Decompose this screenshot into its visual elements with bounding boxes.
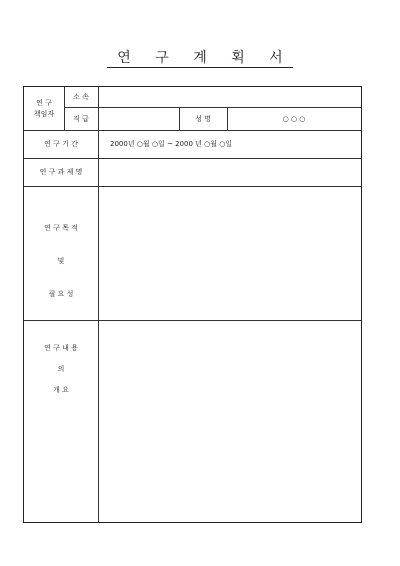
name-field[interactable]: ○ ○ ○ (282, 115, 306, 123)
purpose-label-line3: 필 요 성 (48, 290, 74, 298)
project-title-label: 연 구 과 제 명 (39, 168, 83, 176)
row-divider (24, 186, 361, 187)
name-label: 성 명 (195, 115, 211, 123)
period-label: 연 구 기 간 (44, 140, 78, 148)
research-plan-form (23, 86, 362, 523)
position-label: 직 급 (73, 115, 89, 123)
page-title (0, 47, 400, 67)
period-field[interactable]: 2000년 ○월 ○일 ~ 2000 년 ○월 ○일 (110, 140, 233, 148)
page-title-text: 연 구 계 획 서 (107, 50, 292, 68)
row-divider (64, 107, 361, 108)
content-label-line3: 개 요 (53, 386, 69, 394)
row-divider (24, 158, 361, 159)
affiliation-label: 소 속 (73, 93, 89, 101)
researcher-label-2: 책임자 (33, 110, 55, 118)
row-divider (24, 130, 361, 131)
row-divider (24, 320, 361, 321)
content-label-line2: 의 (57, 365, 65, 373)
col-divider (98, 87, 99, 522)
purpose-label-line2: 및 (57, 257, 65, 265)
content-label-line1: 연 구 내 용 (44, 344, 78, 352)
researcher-label: 연 구 (36, 99, 52, 107)
purpose-label-line1: 연 구 목 적 (44, 224, 78, 232)
